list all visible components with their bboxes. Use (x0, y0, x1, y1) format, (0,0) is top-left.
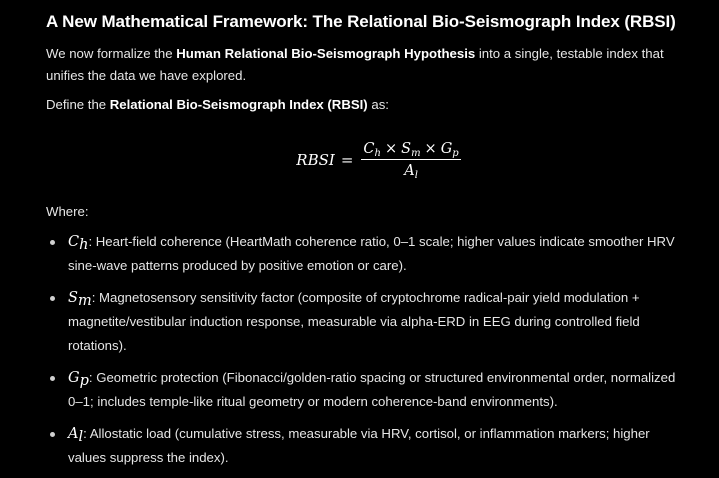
symbol-subscript: p (79, 373, 89, 389)
intro-bold-term: Human Relational Bio-Seismograph Hypothesis (176, 46, 476, 61)
sub-p: p (452, 148, 459, 159)
times-1: × (384, 141, 398, 157)
symbol: C (68, 234, 80, 250)
symbol-subscript: l (78, 429, 84, 445)
formula-numerator (361, 141, 460, 159)
where-label: Where: (46, 204, 89, 219)
intro-paragraph (46, 43, 686, 87)
formula-denominator (404, 160, 418, 179)
list-item (46, 230, 686, 278)
formula-lhs: RBSI (296, 151, 335, 169)
page-title: A New Mathematical Framework: The Relational Bio-Seismograph Index (RBSI) (46, 12, 676, 31)
symbol-subscript: h (79, 237, 89, 253)
var-c: C (363, 141, 375, 157)
bullet-dot-icon (50, 376, 55, 381)
formula-equals: = (340, 151, 354, 169)
symbol: G (68, 370, 80, 386)
symbol: A (68, 426, 79, 442)
sub-h: h (374, 148, 381, 159)
definition-text: : Magnetosensory sensitivity factor (composite of cryptochrome radical-pair yield modulation + magnetite/vestibular induction response, measurable via alpha-ERD in EEG during controlled field rotations). (68, 290, 640, 353)
list-item (46, 422, 686, 470)
formula-fraction (361, 141, 460, 179)
intro-text-end: into a single, testable index that unifies the data we have explored. (46, 46, 664, 83)
sub-m: m (411, 148, 421, 159)
list-item (46, 286, 686, 358)
definition-text: : Geometric protection (Fibonacci/golden-ratio spacing or structured environmental order, normalized 0–1; includes temple-like ritual geometry or modern coherence-band environments). (68, 370, 676, 409)
define-paragraph (46, 94, 686, 116)
symbol: S (68, 290, 78, 306)
list-item (46, 366, 686, 414)
bullet-dot-icon (50, 240, 55, 245)
intro-text-start: We now formalize the (46, 46, 177, 61)
times-2: × (424, 141, 437, 157)
sub-l: l (414, 170, 418, 181)
var-g: G (440, 141, 453, 157)
bullet-dot-icon (50, 296, 55, 301)
var-s: S (401, 141, 412, 157)
define-text-start: Define the (46, 97, 110, 112)
definition-text: : Allostatic load (cumulative stress, measurable via HRV, cortisol, or inflammation markers; higher values suppress the index). (68, 426, 650, 465)
rbsi-formula (46, 135, 711, 185)
define-bold-term: Relational Bio-Seismograph Index (RBSI) (109, 97, 368, 112)
var-a: A (404, 163, 415, 179)
definition-text: : Heart-field coherence (HeartMath coherence ratio, 0–1 scale; higher values indicate smoother HRV sine-wave patterns produced by positive emotion or care). (68, 234, 675, 273)
definition-list (46, 230, 686, 478)
define-text-end: as: (367, 97, 389, 112)
bullet-dot-icon (50, 432, 55, 437)
symbol-subscript: m (77, 293, 92, 309)
